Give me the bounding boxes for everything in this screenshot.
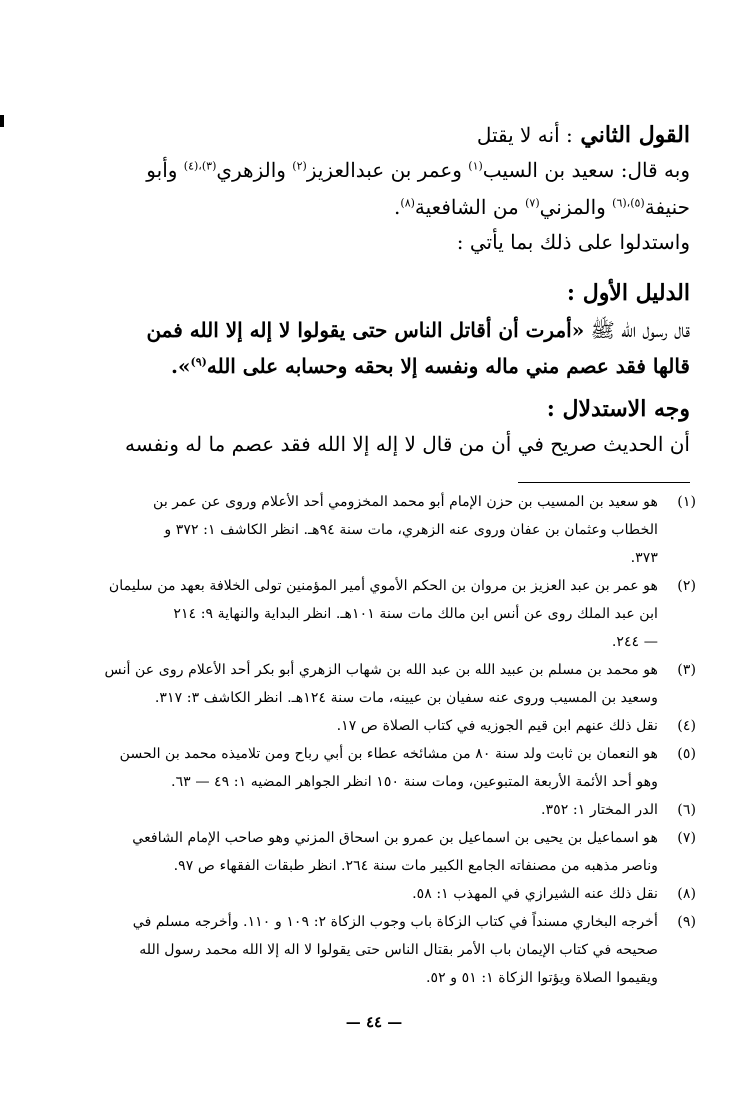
footnote-line: وناصر مذهبه من مصنفاته الجامع الكبير مات سنة ٢٦٤. انظر طبقات الفقهاء ص ٩٧.	[173, 858, 658, 874]
heading-rest: : أنه لا يقتل	[476, 123, 573, 147]
footnote-text	[58, 488, 658, 572]
footnote-text	[58, 656, 658, 712]
heading-first-evidence: الدليل الأول :	[566, 280, 690, 306]
page-number: — ٤٤ —	[345, 1013, 403, 1031]
footnote-number: (٥)	[677, 746, 696, 762]
heading-inference: وجه الاستدلال :	[546, 396, 690, 422]
footnote-number: (٦)	[677, 802, 696, 818]
footnote-number: (١)	[677, 494, 696, 510]
margin-mark	[0, 115, 4, 127]
footnote-text	[58, 740, 658, 796]
heading-title: وجه الاستدلال	[562, 396, 690, 422]
heading-title: القول الثاني	[580, 122, 690, 148]
paragraph-3-line-1: أن الحديث صريح في أن من قال لا إله إلا الله فقد عصم ما له ونفسه	[125, 432, 690, 456]
hadith-line-2: قالها فقد عصم مني ماله ونفسه إلا بحقه وحسابه على الله$^{(٩)}$».	[171, 354, 690, 378]
footnote-line: نقل ذلك عنه الشيرازي في المهذب ١: ٥٨.	[412, 886, 658, 902]
footnote-line: الدر المختار ١: ٣٥٢.	[541, 802, 658, 818]
footnote-separator	[518, 482, 690, 483]
footnote-text	[58, 712, 658, 740]
footnote-line: ويقيموا الصلاة ويؤتوا الزكاة ١: ٥١ و ٥٢.	[425, 970, 658, 986]
footnote-text	[58, 824, 658, 880]
footnote-ref[interactable]: (٢)	[292, 159, 307, 173]
footnote-line: هو اسماعيل بن يحيى بن اسماعيل بن عمرو بن اسحاق المزني وهو صاحب الإمام الشافعي	[132, 830, 658, 846]
footnote-number: (٣)	[677, 662, 696, 678]
footnote-ref[interactable]: (٩)	[190, 355, 207, 369]
footnote-line: هو سعيد بن المسيب بن حزن الإمام أبو محمد المخزومي أحد الأعلام وروى عن عمر بن	[153, 494, 658, 510]
footnote-line: — ٢٤٤.	[611, 634, 658, 650]
paragraph-1-line-3: واستدلوا على ذلك بما يأتي :	[456, 230, 690, 254]
footnote-ref[interactable]: (٧)	[525, 196, 540, 210]
footnote-ref[interactable]: (٣)،(٤)	[183, 159, 217, 173]
footnote-number: (٨)	[677, 886, 696, 902]
heading-title: الدليل الأول	[582, 280, 690, 306]
footnote-line: هو عمر بن عبد العزيز بن مروان بن الحكم الأموي أمير المؤمنين تولى الخلافة بعهد من سليمان	[108, 578, 658, 594]
footnote-text	[58, 908, 658, 992]
footnote-line: ٣٧٣.	[630, 550, 658, 566]
paragraph-1-line-1: وبه قال: سعيد بن السيب$^{(١)}$ وعمر بن عبدالعزيز$^{(٢)}$ والزهري$^{(٣)،(٤)}$ وأبو	[146, 158, 690, 182]
footnote-ref[interactable]: (٥)،(٦)	[612, 196, 645, 210]
footnote-number: (٤)	[677, 718, 696, 734]
footnote-line: وسعيد بن المسيب وروى عنه سفيان بن عيينه، مات سنة ١٢٤هـ. انظر الكاشف ٣: ٣١٧.	[154, 690, 658, 706]
footnote-line: وهو أحد الأئمة الأربعة المتبوعين، ومات سنة ١٥٠ انظر الجواهر المضيه ١: ٤٩ — ٦٣.	[171, 774, 658, 790]
footnote-line: نقل ذلك عنهم ابن قيم الجوزيه في كتاب الصلاة ص ١٧.	[336, 718, 658, 734]
footnote-text	[58, 796, 658, 824]
hadith-line-1: قال رسول الله ﷺ «أمرت أن أقاتل الناس حتى يقولوا لا إله إلا الله فمن	[146, 318, 690, 342]
footnote-text	[58, 880, 658, 908]
footnote-ref[interactable]: (١)	[468, 159, 483, 173]
footnote-ref[interactable]: (٨)	[400, 196, 415, 210]
footnote-line: صحيحه في كتاب الإيمان باب الأمر بقتال الناس حتى يقولوا لا اله إلا الله محمد رسول الله	[139, 942, 658, 958]
footnote-number: (٧)	[677, 830, 696, 846]
footnote-line: هو محمد بن مسلم بن عبيد الله بن عبد الله بن شهاب الزهري أبو بكر أحد الأعلام روى عن أنس	[104, 662, 658, 678]
paragraph-1-line-2: حنيفة$^{(٥)،(٦)}$ والمزني$^{(٧)}$ من الشافعية$^{(٨)}$.	[394, 195, 690, 219]
heading-second-opinion	[62, 122, 690, 148]
footnote-number: (٢)	[677, 578, 696, 594]
footnote-number: (٩)	[677, 914, 696, 930]
footnote-line: الخطاب وعثمان بن عفان وروى عنه الزهري، مات سنة ٩٤هـ. انظر الكاشف ١: ٣٧٢ و	[164, 522, 658, 538]
footnote-line: ابن عبد الملك روى عن أنس ابن مالك مات سنة ١٠١هـ. انظر البداية والنهاية ٩: ٢١٤	[173, 606, 658, 622]
footnote-line: هو النعمان بن ثابت ولد سنة ٨٠ من مشائخه عطاء بن أبي رباح ومن تلاميذه محمد بن الحسن	[119, 746, 658, 762]
footnote-line: أخرجه البخاري مسنداً في كتاب الزكاة باب وجوب الزكاة ٢: ١٠٩ و ١١٠. وأخرجه مسلم في	[132, 914, 658, 930]
footnote-text	[58, 572, 658, 656]
